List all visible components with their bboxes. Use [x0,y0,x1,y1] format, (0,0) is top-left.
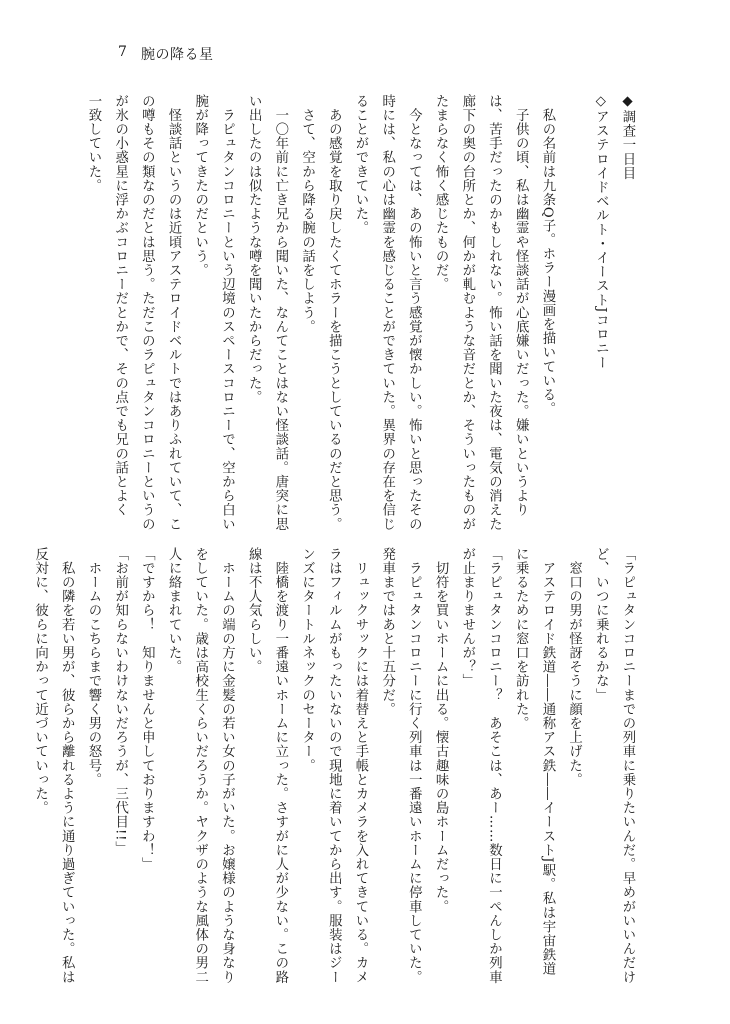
text-line: 今となっては、あの怖いと言う感覚が懐かしい。怖いと思ったその [406,94,422,532]
text-line: 私の隣を若い男が、彼らから離れるように通り過ぎていった。私は [59,547,75,985]
text-line: 「お前が知らないわけないだろうが、三代目!!」 [112,547,128,856]
running-title: 腕の降る星 [141,47,214,63]
text-line: をしていた。歳は高校生くらいだろうか。ヤクザのような風体の男二 [192,547,208,985]
text-line [560,94,587,498]
text-line: が氷の小惑星に浮かぶコロニーだとかで、その点でも兄の話とよく [112,94,128,517]
text-line: に乗るために窓口を訪れた。 [513,547,529,731]
text-line: 廊下の奥の台所とか、何かが軋むような音だとか、そういったものが [459,94,475,532]
upper-text-block [85,94,640,532]
text-line: い出したのは似たような噂を聞いたからだった。 [246,94,262,405]
text-line: の噂もその類なのだとは思う。ただこのラピュタンコロニーというの [139,94,155,532]
text-line: 一致していた。 [85,94,101,193]
text-line: が止まりませんが？」 [459,547,475,688]
text-line: 時には、私の心は幽霊を感じることができていた。異界の存在を信じ [379,94,395,532]
text-line: ラはフィルムがもったいないので現地に着いてから出す。服装はジー [326,547,342,985]
text-line: 腕が降ってきたのだという。 [192,94,208,278]
text-line: たまらなく怖く感じたものだ。 [433,94,449,292]
text-line: ホームのこちらまで響く男の怒号。 [85,547,101,787]
text-line: 「ラピュタンコロニーまでの列車に乗りたいんだ。早めがいいんだけ [620,547,635,985]
text-line: ラピュタンコロニーに行く列車は一番遠いホームに停車していた。 [406,547,422,985]
text-line: ホームの端の方に金髪の若い女の子がいた。お嬢様のような身なり [219,547,235,985]
text-line: 窓口の男が怪訝そうに顔を上げた。 [566,547,582,787]
text-line: 陸橋を渡り一番遠いホームに立った。さすがに人が少ない。この路 [272,547,288,985]
text-line: さて、空から降る腕の話をしよう。 [299,94,315,334]
text-line: 一〇年前に亡き兄から聞いた、なんてことはない怪談話。唐突に思 [272,94,288,532]
text-line: 反対に、彼らに向かって近づいていった。 [32,547,48,815]
text-line: 線は不人気らしい。 [246,547,262,674]
text-line: アステロイド鉄道――通称アス鉄――イーストJ駅。私は宇宙鉄道 [539,547,555,977]
text-line: あの感覚を取り戻したくてホラーを描こうとしているのだと思う。 [326,94,342,532]
text-line: は、苦手だったのかもしれない。怖い話を聞いた夜は、電気の消えた [486,94,502,532]
text-line: ど、いつに乗れるかな」 [593,547,609,703]
page-number: 7 [118,44,127,60]
text-line: 発車まではあと十五分だ。 [379,547,395,717]
text-line: ◆調査一日目 [620,94,635,181]
text-line: 「ですから！ 知りませんと申しておりますわ！」 [139,547,155,872]
page-header [0,44,730,64]
text-line: 「ラピュタンコロニー？ あそこは、あー……数日に一ぺんしか列車 [486,547,502,985]
text-line: 怪談話というのは近頃アステロイドベルトではありふれていて、こ [166,94,182,532]
text-line: リュックサックには着替えと手帳とカメラを入れてきている。カメ [352,547,368,985]
text-line: 人に絡まれていた。 [166,547,182,674]
text-line: ラピュタンコロニーという辺境のスペースコロニーで、空から白い [219,94,235,532]
lower-text-block [32,547,640,985]
text-line: 私の名前は九条Q子。ホラー漫画を描いている。 [539,94,555,416]
text-line: ることができていた。 [352,94,368,235]
text-line: 切符を買いホームに出る。懐古趣味の島ホームだった。 [433,547,449,914]
text-line: ◇アステロイドベルト・イーストJコロニー [593,94,609,370]
text-line: 子供の頃、私は幽霊や怪談話が心底嫌いだった。嫌いというより [513,94,529,517]
text-line: ンズにタートルネックのセーター。 [299,547,315,773]
